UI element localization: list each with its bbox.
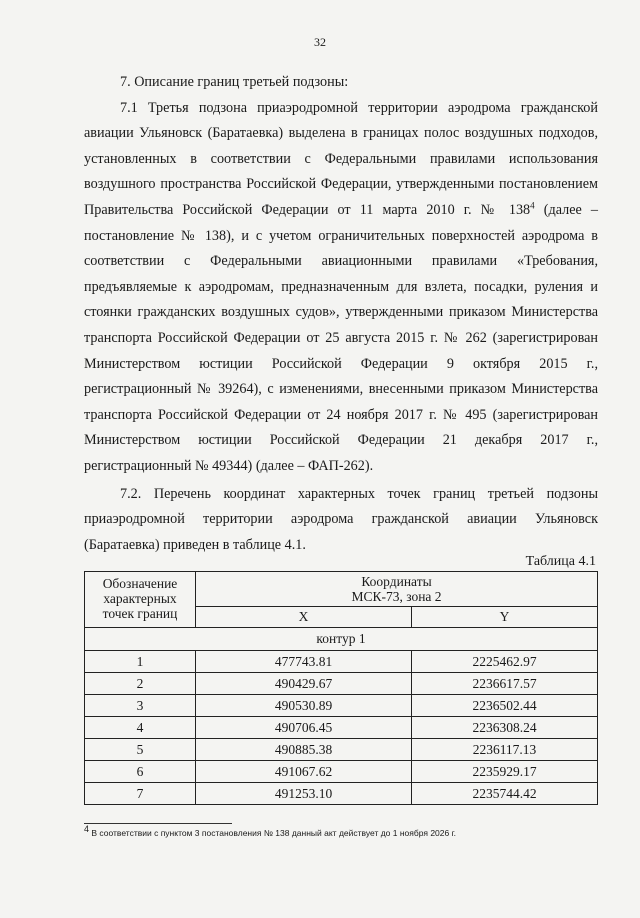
coord-y: 2236308.24 <box>412 717 598 739</box>
page-number: 32 <box>314 35 326 49</box>
column-header-points: Обозначение характерных точек границ <box>85 572 196 628</box>
point-number: 5 <box>85 739 196 761</box>
coords-header-title: Координаты <box>361 574 432 589</box>
p71-line-with-footnote <box>84 198 598 224</box>
footnote-text: В соответствии с пунктом 3 постановления № 138 данный акт действует до 1 ноября 2026 г. <box>89 828 457 838</box>
paragraph-7-2 <box>84 482 598 559</box>
coord-y: 2235929.17 <box>412 761 598 783</box>
coord-x: 490429.67 <box>196 673 412 695</box>
coord-y: 2236117.13 <box>412 739 598 761</box>
contour-label: контур 1 <box>85 628 598 651</box>
table-row <box>85 739 598 761</box>
p71-line: воздушного пространства Российской Федерации, утвержденными постановлением <box>84 176 598 193</box>
p71-line: транспорта Российской Федерации от 24 ноября 2017 г. № 495 (зарегистрирован <box>84 406 598 423</box>
table-row <box>85 695 598 717</box>
point-number: 2 <box>85 673 196 695</box>
footnote-divider <box>84 823 232 824</box>
p71-line-text: Правительства Российской Федерации от 11 марта 2010 г. № 138 <box>84 201 531 218</box>
point-number: 4 <box>85 717 196 739</box>
p71-line: предъявляемые к аэродромам, предназначенным для взлета, посадки, руления и <box>84 278 598 295</box>
coord-x: 490885.38 <box>196 739 412 761</box>
table-row <box>85 717 598 739</box>
coord-y: 2235744.42 <box>412 783 598 805</box>
p71-line-last: регистрационный № 49344) (далее – ФАП-262). <box>84 457 374 474</box>
p71-line: установленных в соответствии с Федеральными правилами использования <box>84 150 598 167</box>
p71-line: постановление № 138), и с учетом ограничительных поверхностей аэродрома в <box>84 227 598 244</box>
coord-x: 490706.45 <box>196 717 412 739</box>
table-row <box>85 651 598 673</box>
p72-line: приаэродромной территории аэродрома гражданской авиации Ульяновск <box>84 511 598 528</box>
p71-line-tail: (далее – <box>534 201 598 218</box>
column-header-x: X <box>196 607 412 628</box>
p71-line: авиации Ульяновск (Баратаевка) выделена в границах полос воздушных подходов, <box>84 125 598 142</box>
p71-line: стоянки гражданских воздушных судов», утвержденными приказом Министерства <box>84 304 598 321</box>
p71-line: регистрационный № 39264), с изменениями, внесенными приказом Министерства <box>84 381 598 398</box>
point-number: 1 <box>85 651 196 673</box>
coord-y: 2236502.44 <box>412 695 598 717</box>
coord-x: 491253.10 <box>196 783 412 805</box>
p71-line: 7.1 Третья подзона приаэродромной территории аэродрома гражданской <box>120 99 598 116</box>
table-row <box>85 783 598 805</box>
coord-x: 477743.81 <box>196 651 412 673</box>
p71-line: транспорта Российской Федерации от 25 августа 2015 г. № 262 (зарегистрирован <box>84 329 598 346</box>
coord-x: 491067.62 <box>196 761 412 783</box>
p72-line-last: (Баратаевка) приведен в таблице 4.1. <box>84 536 306 553</box>
p71-line: соответствии с Федеральными авиационными правилами «Требования, <box>84 253 598 270</box>
coordinates-table <box>84 571 598 805</box>
paragraph-7-1 <box>84 96 598 480</box>
column-header-coordinates <box>196 572 598 607</box>
table-caption: Таблица 4.1 <box>525 554 596 569</box>
table-row <box>85 761 598 783</box>
footnote-mark: 4 <box>84 824 90 835</box>
point-number: 6 <box>85 761 196 783</box>
p72-line: 7.2. Перечень координат характерных точек границ третьей подзоны <box>120 485 598 502</box>
coords-header-system: МСК-73, зона 2 <box>351 589 442 604</box>
coord-x: 490530.89 <box>196 695 412 717</box>
point-number: 7 <box>85 783 196 805</box>
coord-y: 2236617.57 <box>412 673 598 695</box>
p71-line: Министерством юстиции Российской Федерации 21 декабря 2017 г., <box>84 432 598 449</box>
footnote <box>84 824 598 839</box>
table-row <box>85 673 598 695</box>
column-header-y: Y <box>412 607 598 628</box>
document-body <box>84 70 598 558</box>
point-number: 3 <box>85 695 196 717</box>
coord-y: 2225462.97 <box>412 651 598 673</box>
section-heading: 7. Описание границ третьей подзоны: <box>120 74 349 90</box>
footnote-reference[interactable]: 4 <box>530 200 535 211</box>
p71-line: Министерством юстиции Российской Федерации 9 октября 2015 г., <box>84 355 598 372</box>
